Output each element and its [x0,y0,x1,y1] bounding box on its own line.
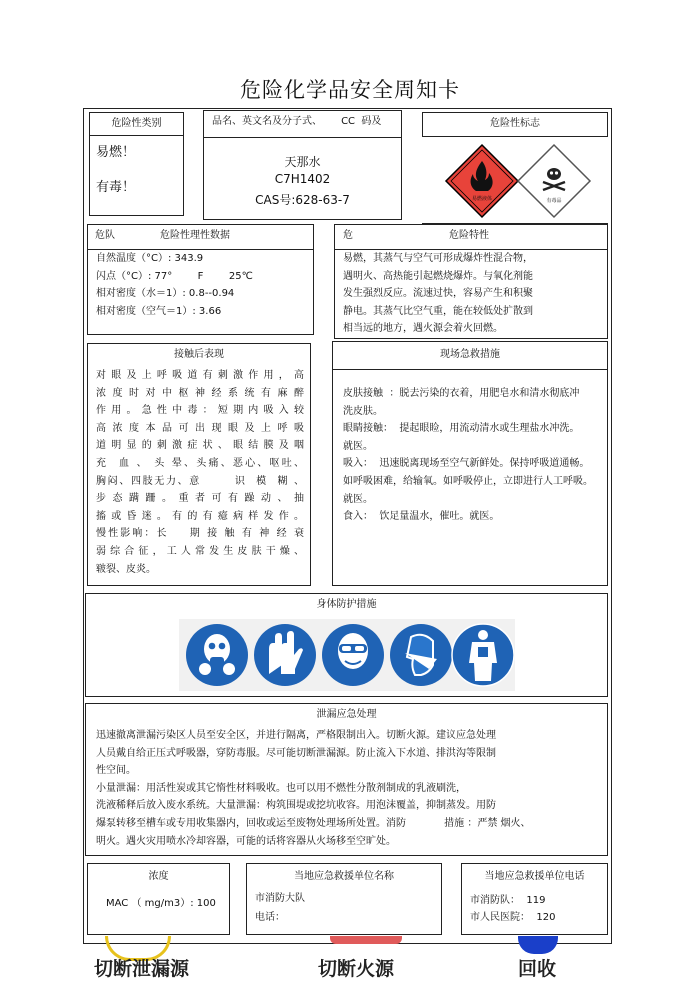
physchem-line: 自然温度（°C）: 343.9 [96,253,204,264]
first-aid-header: 现场急救措施 [333,342,607,370]
hazard-props-header-left: 危 [343,230,353,241]
hazard-props-line: 相当远的地方，遇火源会着火回燃。 [343,323,503,335]
first-aid-line: 食入： 饮足量温水，催吐。就医。 [343,511,500,523]
hazard-sign-box [422,136,608,224]
hazard-props-header [335,225,607,250]
spill-box [85,727,608,856]
contact-line: 作用。急性中毒：短期内吸入较 [96,405,304,417]
bottom-blue-sign [518,936,558,954]
bottom-label-recover: 回收 [518,958,557,980]
bottom-label-cut-leak: 切断泄漏源 [94,958,190,980]
first-aid-line: 如呼吸困难，给输氧。如呼吸停止，立即进行人工呼吸。 [343,475,593,487]
physchem-header-left: 危队 [95,230,115,241]
rescue-phone-hospital: 市人民医院： 120 [470,912,556,923]
contact-line: 道明显的刺激症状、眼结膜及咽 [96,440,304,452]
hazard-signs-svg [422,137,608,225]
rescue-unit-phone: 电话： [255,912,285,923]
contact-line: 搐或昏迷。有的有癔病样发作。 [96,510,304,522]
goggles-icon [322,624,384,686]
rescue-phone-fire: 市消防队： 119 [470,895,546,906]
svg-text:有毒品: 有毒品 [546,198,562,204]
concentration-box [87,889,230,935]
rescue-phone-box [461,889,608,935]
svg-text:易燃液体: 易燃液体 [471,196,493,202]
protection-icons-svg [179,619,515,691]
contact-header: 接触后表现 [87,343,311,368]
product-header: 品名、英文名及分子式、 CC 码及 [204,111,401,138]
contact-line: 皲裂、皮炎。 [96,563,156,575]
spill-line: 小量泄漏：用活性炭或其它惰性材料吸收。也可以用不燃性分散剂制成的乳液刷洗， [96,782,466,794]
spill-line: 爆泵转移至槽车或专用收集器内，回收或运至废物处理场所处置。消防 措施 ：严禁 烟火、 [96,817,531,829]
bottom-red-sign [330,936,402,944]
protection-box [85,617,608,697]
respirator-icon [390,624,452,686]
physchem-line: 相对密度（水＝1）: 0.8--0.94 [96,288,235,300]
first-aid-line: 就医。 [343,440,373,452]
flammable-liquid-icon [446,145,518,217]
hazard-props-line: 遇明火、高热能引起燃烧爆炸。与氧化剂能 [343,270,533,282]
spill-line: 性空间。 [96,765,136,777]
hazard-category-box [89,135,184,216]
spill-header: 泄漏应急处理 [85,703,608,728]
hazard-props-line: 发生强烈反应。流速过快，容易产生和积聚 [343,288,533,300]
spill-line: 明火。遇火灾用喷水冷却容器，可能的话将容器从火场移至空旷处。 [96,835,396,847]
product-formula: C7H1402 [274,172,331,186]
page-title: 危险化学品安全周知卡 [240,78,460,102]
rescue-unit-header: 当地应急救援单位名称 [246,863,442,890]
contact-line: 慢性影响：长 期 接 触 有 神 经 衰 [96,528,304,540]
product-name: 天那水 [284,155,321,169]
rescue-unit-name: 市消防大队 [255,893,305,904]
product-cas: CAS号:628-63-7 [255,193,350,207]
protective-suit-icon [452,624,514,686]
gloves-icon [254,624,316,686]
physchem-header [88,225,313,250]
first-aid-line: 眼睛接触： 提起眼睑，用流动清水或生理盐水冲洗。 [343,423,580,435]
first-aid-line: 就医。 [343,493,373,505]
rescue-unit-box [246,889,442,935]
spill-line: 人员戴自给正压式呼吸器，穿防毒服。尽可能切断泄漏源。防止流入下水道、排洪沟等限制 [96,747,496,759]
first-aid-box [332,341,608,586]
gas-mask-icon [186,624,248,686]
contact-line: 充 血 、 头 晕、头痛、恶心、呕吐、 [96,457,304,469]
contact-line: 浓度时对中枢神经系统有麻醉 [96,387,304,399]
contact-line: 胸闷、四肢无力、意 识 模 糊 、 [96,475,304,487]
hazard-props-line: 易燃，其蒸气与空气可形成爆炸性混合物， [343,253,533,264]
contact-line: 弱综合征，工人常发生皮肤干燥、 [96,545,304,557]
physchem-box [87,224,314,335]
physchem-line: 闪点（°C）: 77° F 25℃ [96,270,253,282]
first-aid-line: 吸入： 迅速脱离现场至空气新鲜处。保持呼吸道通畅。 [343,458,590,470]
hazard-category-header: 危险性类别 [89,112,184,136]
contact-box [87,367,311,586]
spill-line: 洗液稀释后放入废水系统。大量泄漏：构筑围堤或挖坑收容。用泡沫覆盖，抑制蒸发。用防 [96,800,496,812]
first-aid-line: 洗皮肤。 [343,405,383,417]
product-box [203,110,402,220]
contact-line: 对眼及上呼吸道有刺激作用，高 [96,370,304,381]
contact-line: 步态蹒跚。重者可有躁动、抽 [96,493,304,505]
bottom-label-cut-fire: 切断火源 [318,958,395,980]
hazard-props-line: 静电。其蒸气比空气重，能在较低处扩散到 [343,305,533,317]
hazard-flammable: 易燃！ [96,145,136,160]
concentration-value: MAC （ mg/m3）: 100 [106,898,216,909]
concentration-header: 浓度 [87,863,230,890]
physchem-header-right: 危险性理性数据 [160,230,230,241]
hazard-props-box [334,224,608,339]
toxic-icon [518,145,590,217]
spill-line: 迅速撤离泄漏污染区人员至安全区，并进行隔离，严格限制出入。切断火源。建议应急处理 [96,730,496,741]
protection-header: 身体防护措施 [85,593,608,618]
hazard-sign-header: 危险性标志 [422,112,608,137]
contact-line: 高浓度本品可出现眼及上呼吸 [96,422,304,434]
physchem-line: 相对密度（空气＝1）: 3.66 [96,305,222,317]
first-aid-line: 皮肤接触 ：脱去污染的衣着，用肥皂水和清水彻底冲 [343,388,580,399]
hazard-toxic: 有毒！ [96,180,136,195]
hazard-props-header-right: 危险特性 [449,230,489,241]
rescue-phone-header: 当地应急救援单位电话 [461,863,608,890]
